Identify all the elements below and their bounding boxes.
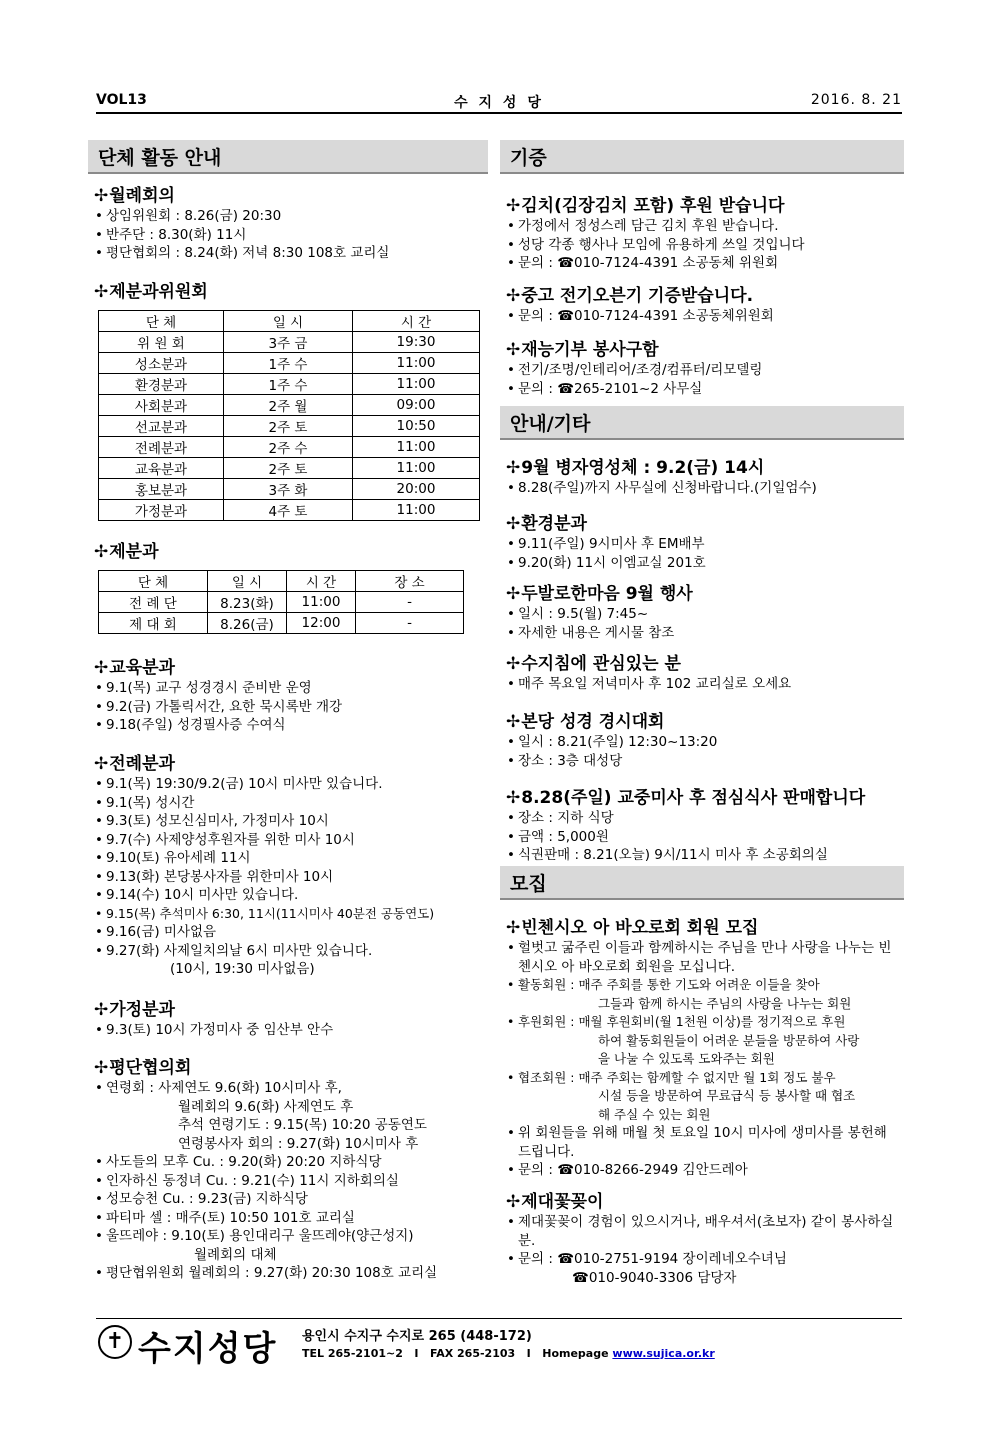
- block-title: ✢교육분과: [94, 658, 175, 678]
- address: 용인시 수지구 수지로 265 (448-172): [302, 1329, 532, 1344]
- left-column: [88, 140, 488, 1290]
- block-title: ✢수지침에 관심있는 분: [506, 654, 681, 674]
- cross-icon: ✢: [506, 712, 521, 732]
- cross-icon: ✢: [506, 918, 521, 938]
- cross-icon: ✢: [506, 340, 521, 360]
- list-item: • 협조회원 : 매주 주회는 함께할 수 없지만 월 1회 정도 불우: [506, 1069, 898, 1088]
- list-item: • 일시 : 8.21(주일) 12:30~13:20: [506, 733, 904, 752]
- homepage-label: Homepage: [542, 1347, 609, 1360]
- column-header: 단 체: [99, 311, 224, 332]
- list-item: • 9.1(목) 교구 성경경시 준비반 운영: [94, 679, 488, 698]
- fax: FAX 265-2103: [429, 1347, 516, 1360]
- block-acupuncture: [506, 654, 904, 694]
- volume-label: VOL13: [96, 92, 147, 108]
- section-header-donation: 기증: [500, 140, 904, 174]
- block-title: ✢평단협의회: [94, 1058, 192, 1078]
- list-item: • 문의 : ☎010-7124-4391 소공동체위원회: [506, 307, 904, 326]
- block-title: ✢중고 전기오븐기 기증받습니다.: [506, 286, 754, 306]
- list-item-continuation: 시설 등을 방문하여 무료급식 등 봉사할 때 협조: [598, 1088, 856, 1103]
- list-item: • 9.10(토) 유아세례 11시: [94, 849, 488, 868]
- list-item-continuation: 을 나눌 수 있도록 도와주는 회원: [598, 1051, 775, 1066]
- list-item: • 울뜨레야 : 9.10(토) 용인대리구 울뜨레야(양근성지): [94, 1227, 488, 1246]
- church-logo-icon: ✝: [98, 1325, 132, 1359]
- block-oven: [506, 286, 904, 326]
- list-item: • 9.15(목) 추석미사 6:30, 11시(11시미사 40분전 공동연도): [94, 905, 488, 924]
- right-column: [500, 140, 904, 1290]
- block-title: ✢두발로한마음 9월 행사: [506, 584, 693, 604]
- list-item: • 파티마 셀 : 매주(토) 10:50 101호 교리실: [94, 1209, 488, 1228]
- list-item-continuation: (10시, 19:30 미사없음): [170, 961, 315, 977]
- page-footer: [96, 1318, 902, 1369]
- column-header: 일 시: [224, 311, 353, 332]
- list-item-continuation: 월례회의 대체: [194, 1246, 277, 1263]
- list-item: • 9.2(금) 가톨릭서간, 요한 묵시록반 개강: [94, 698, 488, 717]
- column-header: 장 소: [356, 571, 464, 592]
- block-title: ✢가정분과: [94, 1000, 175, 1020]
- list-item: • 문의 : ☎010-2751-9194 장이레네오수녀님: [506, 1250, 898, 1269]
- cross-icon: ✢: [94, 186, 109, 206]
- list-item: • 성당 각종 행사나 모임에 유용하게 쓰일 것입니다: [506, 236, 904, 255]
- list-item: • 9.27(화) 사제일치의날 6시 미사만 있습니다.: [94, 942, 488, 961]
- list-item: • 9.1(목) 19:30/9.2(금) 10시 미사만 있습니다.: [94, 775, 488, 794]
- list-item: • 제대꽃꽂이 경험이 있으시거나, 배우셔서(초보자) 같이 봉사하실 분.: [506, 1213, 898, 1250]
- list-item: • 가정에서 정성스레 담근 김치 후원 받습니다.: [506, 217, 904, 236]
- list-item: • 9.1(목) 성시간: [94, 794, 488, 813]
- block-flower: [506, 1192, 904, 1287]
- block-division: [94, 542, 488, 563]
- list-item-continuation: 그들과 함께 하시는 주님의 사랑을 나누는 회원: [598, 995, 852, 1011]
- list-item: • 9.7(수) 사제양성후원자를 위한 미사 10시: [94, 831, 488, 850]
- committee-table: [98, 310, 480, 521]
- block-sick-communion: [506, 458, 904, 498]
- cross-icon: ✢: [94, 754, 109, 774]
- list-item: • 문의 : ☎265-2101~2 사무실: [506, 380, 904, 399]
- church-logo-text: 수지성당: [138, 1329, 278, 1369]
- table-header-row: [99, 311, 480, 332]
- list-item: • 9.18(주일) 성경필사증 수여식: [94, 716, 488, 735]
- block-title: ✢9월 병자영성체 : 9.2(금) 14시: [506, 458, 765, 478]
- column-header: 일 시: [208, 571, 287, 592]
- block-talent: [506, 340, 904, 398]
- table-header-row: [99, 571, 464, 592]
- table-row: 선교분과 2주 토 10:50: [99, 416, 480, 437]
- block-walking: [506, 584, 904, 642]
- block-title: ✢빈첸시오 아 바오로회 회원 모집: [506, 918, 759, 938]
- block-kimchi: [506, 196, 904, 273]
- cross-icon: ✢: [94, 282, 109, 302]
- block-vincent: [506, 918, 904, 1180]
- block-title: ✢제분과위원회: [94, 282, 208, 302]
- contact-line: TEL 265-2101~2 I FAX 265-2103 I Homepage www.sujica.or.kr: [302, 1347, 715, 1360]
- block-environment: [506, 514, 904, 572]
- cross-icon: ✢: [94, 658, 109, 678]
- cross-icon: ✢: [506, 788, 521, 808]
- page-header: [96, 90, 902, 114]
- list-item: • 후원회원 : 매월 후원회비(월 1천원 이상)를 정기적으로 후원: [506, 1013, 898, 1032]
- list-item-continuation: 하여 활동회원들이 어려운 분들을 방문하여 사랑: [598, 1032, 860, 1048]
- list-item: • 9.16(금) 미사없음: [94, 923, 488, 942]
- cross-icon: ✢: [506, 654, 521, 674]
- header-title: 수 지 성 당: [454, 95, 544, 111]
- table-row: 환경분과 1주 수 11:00: [99, 374, 480, 395]
- column-header: 시 간: [353, 311, 480, 332]
- cross-icon: ✢: [506, 514, 521, 534]
- table-row: 전 례 단 8.23(화) 11:00 -: [99, 592, 464, 613]
- list-item: • 9.14(수) 10시 미사만 있습니다.: [94, 886, 488, 905]
- table-row: 교육분과 2주 토 11:00: [99, 458, 480, 479]
- issue-date: 2016. 8. 21: [810, 92, 902, 108]
- list-item: • 9.3(토) 10시 가정미사 중 임산부 안수: [94, 1021, 488, 1040]
- list-item-continuation: 해 주실 수 있는 회원: [598, 1106, 711, 1122]
- section-header-notice: 안내/기타: [500, 406, 904, 440]
- table-row: 제 대 회 8.26(금) 12:00 -: [99, 613, 464, 634]
- block-title: ✢김치(김장김치 포함) 후원 받습니다: [506, 196, 785, 216]
- list-item: • 문의 : ☎010-8266-2949 김안드레아: [506, 1161, 898, 1180]
- block-committee: [94, 282, 488, 303]
- block-title: ✢재능기부 봉사구함: [506, 340, 659, 360]
- block-bible-quiz: [506, 712, 904, 770]
- block-title: ✢제분과: [94, 542, 159, 562]
- cross-icon: ✢: [506, 584, 521, 604]
- block-title: ✢8.28(주일) 교중미사 후 점심식사 판매합니다: [506, 788, 866, 808]
- block-family: [94, 1000, 488, 1040]
- list-item-continuation: 연령봉사자 회의 : 9.27(화) 10시미사 후: [178, 1135, 419, 1152]
- list-item-continuation: ☎010-9040-3306 담당자: [572, 1269, 737, 1286]
- cross-icon: ✢: [506, 1192, 521, 1212]
- list-item: • 장소 : 3층 대성당: [506, 752, 904, 771]
- division-table: [98, 570, 464, 634]
- cross-icon: ✢: [506, 286, 521, 306]
- list-item: • 문의 : ☎010-7124-4391 소공동체 위원회: [506, 254, 904, 273]
- table-row: 홍보분과 3주 화 20:00: [99, 479, 480, 500]
- cross-icon: ✢: [506, 196, 521, 216]
- block-laity-council: [94, 1058, 488, 1283]
- block-title: ✢전례분과: [94, 754, 175, 774]
- list-item: • 상임위원회 : 8.26(금) 20:30: [94, 207, 488, 226]
- list-item: • 9.11(주일) 9시미사 후 EM배부: [506, 535, 904, 554]
- list-item-continuation: 월례회의 9.6(화) 사제연도 후: [178, 1098, 354, 1115]
- cross-icon: ✢: [94, 1000, 109, 1020]
- list-item: • 매주 목요일 저녁미사 후 102 교리실로 오세요: [506, 675, 904, 694]
- column-header: 단 체: [99, 571, 208, 592]
- cross-icon: ✢: [94, 1058, 109, 1078]
- list-item: • 반주단 : 8.30(화) 11시: [94, 226, 488, 245]
- block-title: ✢제대꽃꽂이: [506, 1192, 604, 1212]
- list-item: • 성모승천 Cu. : 9.23(금) 지하식당: [94, 1190, 488, 1209]
- list-item: • 자세한 내용은 게시물 참조: [506, 624, 904, 643]
- list-item: • 8.28(주일)까지 사무실에 신청바랍니다.(기일엄수): [506, 479, 904, 498]
- cross-icon: ✢: [94, 542, 109, 562]
- block-monthly-meeting: [94, 186, 488, 263]
- column-header: 시 간: [287, 571, 356, 592]
- section-header-groups: 단체 활동 안내: [88, 140, 488, 174]
- list-item: • 헐벗고 굶주린 이들과 함께하시는 주님을 만나 사랑을 나누는 빈첸시오 아 바오로회 회원을 모십니다.: [506, 939, 898, 976]
- table-row: 성소분과 1주 수 11:00: [99, 353, 480, 374]
- table-row: 위 원 회 3주 금 19:30: [99, 332, 480, 353]
- list-item: • 금액 : 5,000원: [506, 828, 904, 847]
- block-title: ✢본당 성경 경시대회: [506, 712, 665, 732]
- list-item: • 일시 : 9.5(월) 7:45~: [506, 605, 904, 624]
- list-item: • 9.20(화) 11시 이엠교실 201호: [506, 554, 904, 573]
- block-title: ✢월례회의: [94, 186, 175, 206]
- block-title: ✢환경분과: [506, 514, 587, 534]
- table-row: 가정분과 4주 토 11:00: [99, 500, 480, 521]
- homepage-link[interactable]: www.sujica.or.kr: [612, 1347, 715, 1360]
- phone: TEL 265-2101~2: [302, 1347, 403, 1360]
- table-row: 전례분과 2주 수 11:00: [99, 437, 480, 458]
- cross-icon: ✢: [506, 458, 521, 478]
- list-item: • 9.3(토) 성모신심미사, 가정미사 10시: [94, 812, 488, 831]
- table-row: 사회분과 2주 월 09:00: [99, 395, 480, 416]
- list-item-continuation: 추석 연령기도 : 9.15(목) 10:20 공동연도: [178, 1117, 427, 1133]
- list-item: • 평단협회의 : 8.24(화) 저녁 8:30 108호 교리실: [94, 244, 488, 263]
- list-item: • 인자하신 동정녀 Cu. : 9.21(수) 11시 지하회의실: [94, 1172, 488, 1191]
- list-item: • 식권판매 : 8.21(오늘) 9시/11시 미사 후 소공회의실: [506, 846, 904, 865]
- block-liturgy: [94, 754, 488, 979]
- list-item: • 활동회원 : 매주 주회를 통한 기도와 어려운 이들을 찾아: [506, 976, 898, 995]
- block-lunch-sale: [506, 788, 904, 865]
- block-education: [94, 658, 488, 735]
- list-item: • 9.13(화) 본당봉사자를 위한미사 10시: [94, 868, 488, 887]
- list-item: • 위 회원들을 위해 매월 첫 토요일 10시 미사에 생미사를 봉헌해 드립니다.: [506, 1124, 898, 1161]
- list-item: • 연령회 : 사제연도 9.6(화) 10시미사 후,: [94, 1079, 488, 1098]
- section-header-recruit: 모집: [500, 866, 904, 900]
- list-item: • 평단협위원회 월례회의 : 9.27(화) 20:30 108호 교리실: [94, 1264, 488, 1283]
- list-item: • 사도들의 모후 Cu. : 9.20(화) 20:20 지하식당: [94, 1153, 488, 1172]
- list-item: • 장소 : 지하 식당: [506, 809, 904, 828]
- list-item: • 전기/조명/인테리어/조경/컴퓨터/리모델링: [506, 361, 904, 380]
